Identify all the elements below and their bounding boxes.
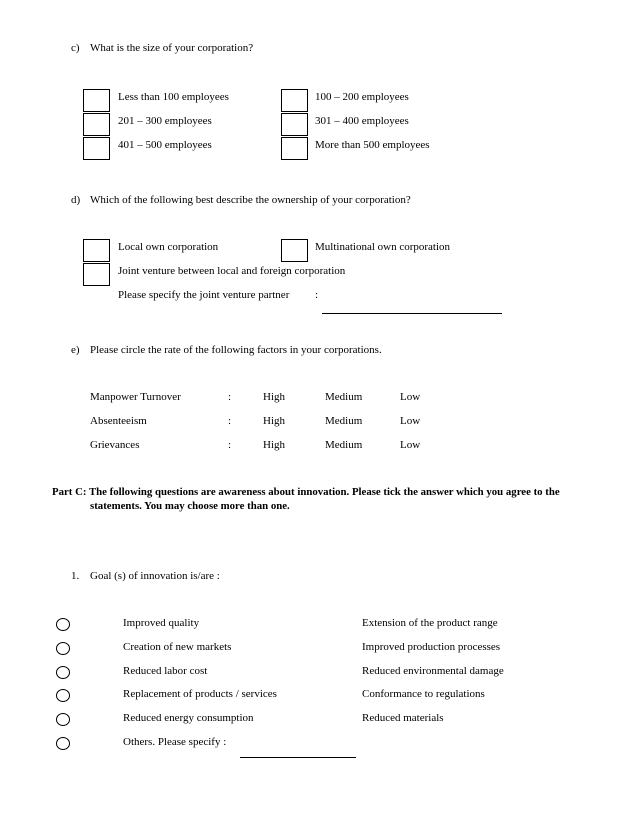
checkbox-multinational-own[interactable] [281, 239, 308, 262]
checkbox-size-gt500[interactable] [281, 137, 308, 160]
checkbox-local-own[interactable] [83, 239, 110, 262]
option-size-lt100: Less than 100 employees [118, 91, 229, 103]
factor-colon: : [228, 415, 232, 427]
goal-reduced-materials: Reduced materials [362, 712, 444, 724]
question-d-text: Which of the following best describe the ownership of your corporation? [90, 194, 411, 206]
question-e-label: e) [71, 344, 80, 356]
checkbox-size-100-200[interactable] [281, 89, 308, 112]
goal-new-markets: Creation of new markets [123, 641, 232, 653]
rate-medium-absenteeism[interactable]: Medium [325, 415, 363, 427]
checkbox-size-lt100[interactable] [83, 89, 110, 112]
goal-reduced-environmental: Reduced environmental damage [362, 665, 504, 677]
radio-replacement-products[interactable] [56, 689, 70, 702]
option-size-401-500: 401 – 500 employees [118, 139, 212, 151]
rate-high-manpower[interactable]: High [263, 391, 285, 403]
option-size-301-400: 301 – 400 employees [315, 115, 409, 127]
others-specify-input-line[interactable] [240, 757, 356, 758]
radio-new-markets[interactable] [56, 642, 70, 655]
factor-absenteeism: Absenteeism [90, 415, 147, 427]
specify-partner-label: Please specify the joint venture partner [118, 289, 290, 301]
option-size-201-300: 201 – 300 employees [118, 115, 212, 127]
part-c-heading: Part C: The following questions are awareness about innovation. Please tick the answer which you agree to the [52, 486, 560, 498]
goal-improved-production: Improved production processes [362, 641, 501, 653]
rate-high-grievances[interactable]: High [263, 439, 285, 451]
rate-low-grievances[interactable]: Low [400, 439, 421, 451]
rate-medium-grievances[interactable]: Medium [325, 439, 363, 451]
option-joint-venture: Joint venture between local and foreign corporation [118, 265, 346, 277]
option-multinational-own: Multinational own corporation [315, 241, 451, 253]
option-local-own: Local own corporation [118, 241, 219, 253]
question-e-text: Please circle the rate of the following factors in your corporations. [90, 344, 382, 356]
checkbox-joint-venture[interactable] [83, 263, 110, 286]
goal-conformance-regulations: Conformance to regulations [362, 688, 485, 700]
rate-low-absenteeism[interactable]: Low [400, 415, 421, 427]
question-1-text: Goal (s) of innovation is/are : [90, 570, 220, 582]
specify-partner-input-line[interactable] [322, 313, 502, 314]
goal-extension-product-range: Extension of the product range [362, 617, 498, 629]
goal-reduced-energy: Reduced energy consumption [123, 712, 254, 724]
checkbox-size-401-500[interactable] [83, 137, 110, 160]
factor-grievances: Grievances [90, 439, 140, 451]
question-c-text: What is the size of your corporation? [90, 42, 254, 54]
goal-improved-quality: Improved quality [123, 617, 200, 629]
specify-partner-colon: : [315, 289, 319, 301]
radio-reduced-energy[interactable] [56, 713, 70, 726]
question-1-label: 1. [71, 570, 80, 582]
goal-reduced-labor-cost: Reduced labor cost [123, 665, 208, 677]
goal-others: Others. Please specify : [123, 736, 227, 748]
rate-low-manpower[interactable]: Low [400, 391, 421, 403]
question-c-label: c) [71, 42, 80, 54]
factor-colon: : [228, 439, 232, 451]
checkbox-size-201-300[interactable] [83, 113, 110, 136]
factor-manpower-turnover: Manpower Turnover [90, 391, 181, 403]
radio-reduced-labor-cost[interactable] [56, 666, 70, 679]
part-c-heading-cont: statements. You may choose more than one. [90, 500, 290, 512]
rate-medium-manpower[interactable]: Medium [325, 391, 363, 403]
radio-improved-quality[interactable] [56, 618, 70, 631]
factor-colon: : [228, 391, 232, 403]
goal-replacement-products: Replacement of products / services [123, 688, 277, 700]
question-d-label: d) [71, 194, 81, 206]
rate-high-absenteeism[interactable]: High [263, 415, 285, 427]
option-size-100-200: 100 – 200 employees [315, 91, 409, 103]
radio-others[interactable] [56, 737, 70, 750]
option-size-gt500: More than 500 employees [315, 139, 430, 151]
checkbox-size-301-400[interactable] [281, 113, 308, 136]
